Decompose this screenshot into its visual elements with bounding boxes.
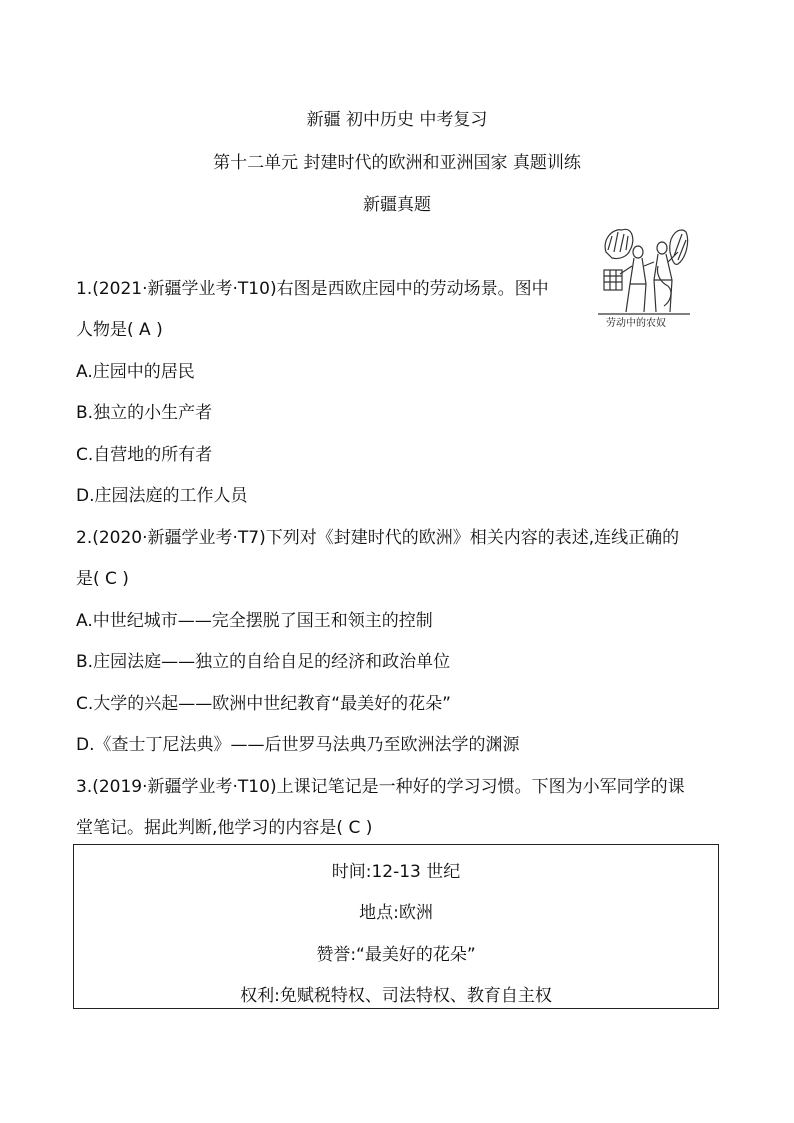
- doc-title: 新疆 初中历史 中考复习: [306, 110, 488, 130]
- question-2-option-c: C.大学的兴起——欧洲中世纪教育“最美好的花朵”: [76, 694, 451, 714]
- question-3-stem: 堂笔记。据此判断,他学习的内容是( C ): [76, 818, 373, 838]
- unit-title: 第十二单元 封建时代的欧洲和亚洲国家 真题训练: [213, 153, 581, 173]
- question-2-option-b: B.庄园法庭——独立的自给自足的经济和政治单位: [76, 652, 451, 672]
- question-1-stem: 1.(2021·新疆学业考·T10)右图是西欧庄园中的劳动场景。图中: [76, 279, 549, 299]
- question-1-option-d: D.庄园法庭的工作人员: [76, 486, 248, 506]
- question-1-stem: 人物是( A ): [76, 320, 163, 340]
- note-place: 地点:欧洲: [359, 903, 433, 923]
- question-2-stem: 2.(2020·新疆学业考·T7)下列对《封建时代的欧洲》相关内容的表述,连线正确的: [76, 528, 680, 548]
- question-1-option-a: A.庄园中的居民: [76, 362, 195, 382]
- note-rights: 权利:免赋税特权、司法特权、教育自主权: [240, 986, 552, 1006]
- section-title: 新疆真题: [363, 195, 431, 215]
- note-praise: 赞誉:“最美好的花朵”: [316, 945, 476, 965]
- question-2-option-a: A.中世纪城市——完全摆脱了国王和领主的控制: [76, 611, 433, 631]
- question-2-stem: 是( C ): [76, 569, 129, 589]
- question-1-option-b: B.独立的小生产者: [76, 403, 213, 423]
- figure-caption: 劳动中的农奴: [606, 318, 666, 329]
- question-3-stem: 3.(2019·新疆学业考·T10)上课记笔记是一种好的学习习惯。下图为小军同学的课: [76, 777, 685, 797]
- question-2-option-d: D.《查士丁尼法典》——后世罗马法典乃至欧洲法学的渊源: [76, 735, 520, 755]
- question-1-option-c: C.自营地的所有者: [76, 445, 213, 465]
- class-notes-box: [73, 844, 719, 1009]
- note-time: 时间:12-13 世纪: [331, 862, 461, 882]
